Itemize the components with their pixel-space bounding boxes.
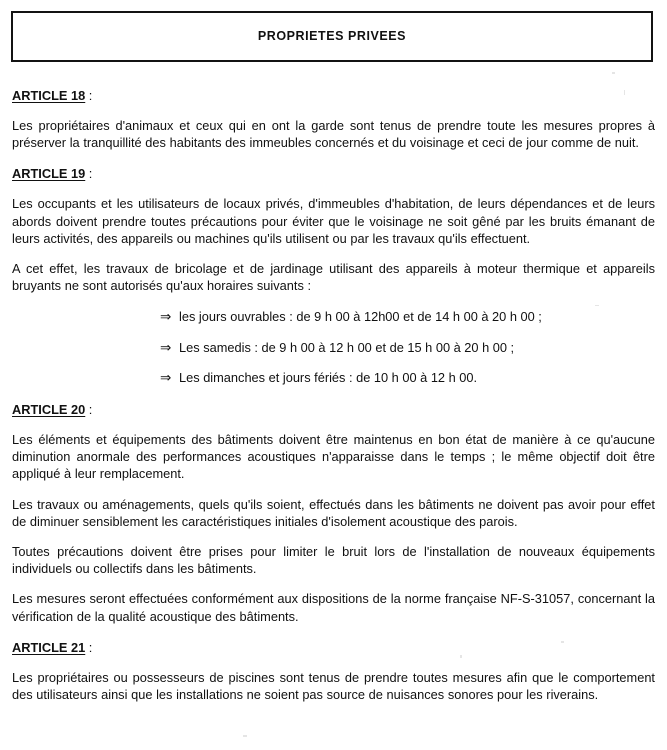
scan-speckle (460, 655, 462, 658)
article-18-paragraph-1: Les propriétaires d'animaux et ceux qui en ont la garde sont tenus de prendre toute les mesures propres à préserver la tranquillité des habitants des immeubles concernés et du voisinage et ceci de jour comme de nuit. (12, 118, 655, 151)
spacer (12, 247, 655, 260)
page-title: PROPRIETES PRIVEES (257, 29, 407, 44)
spacer (12, 182, 655, 195)
article-heading-20-label: ARTICLE 20 (12, 402, 86, 418)
scan-speckle (561, 641, 564, 643)
spacer (12, 104, 655, 117)
schedule-list (12, 308, 655, 386)
article-heading-19-label: ARTICLE 19 (12, 166, 86, 182)
article-20-paragraph-3: Toutes précautions doivent être prises pour limiter le bruit lors de l'installation de nouveaux équipements individuels ou collectifs dans les bâtiments. (12, 544, 655, 577)
spacer (12, 418, 655, 431)
article-heading-18-colon: : (85, 88, 93, 103)
spacer (12, 356, 655, 369)
list-item (160, 339, 655, 356)
article-20-paragraph-4: Les mesures seront effectuées conformément aux dispositions de la norme française NF-S-31057, concernant la vérification de la qualité acoustique des bâtiments. (12, 591, 655, 624)
article-heading-21-label: ARTICLE 21 (12, 639, 86, 655)
article-heading-18-label: ARTICLE 18 (12, 88, 86, 103)
list-item (160, 308, 655, 325)
article-heading-18 (12, 88, 655, 104)
document-body (12, 88, 655, 703)
article-19-paragraph-1: Les occupants et les utilisateurs de locaux privés, d'immeubles d'habitation, de leurs dépendances et de leurs abords doivent prendre toutes précautions pour éviter que le voisinage ne soit gêné par les bruits émanant de leurs activités, des appareils ou machines qu'ils utilisent ou par les travaux qu'ils effectuent. (12, 196, 655, 246)
spacer (12, 483, 655, 496)
spacer (12, 294, 655, 308)
spacer (12, 625, 655, 640)
article-heading-20-colon: : (85, 402, 93, 418)
title-box (11, 11, 653, 62)
article-20-paragraph-1: Les éléments et équipements des bâtiments doivent être maintenus en bon état de manière à ce qu'aucune diminution anormale des performances acoustiques n'apparaisse dans le temps ; le même objectif doit être appliqué à leur remplacement. (12, 432, 655, 482)
article-heading-20 (12, 402, 655, 418)
article-19-paragraph-2: A cet effet, les travaux de bricolage et de jardinage utilisant des appareils à moteur thermique et appareils bruyants ne sont autorisés qu'aux horaires suivants : (12, 261, 655, 294)
article-heading-21 (12, 640, 655, 656)
scan-speckle (595, 305, 599, 306)
list-item (160, 369, 655, 386)
spacer (12, 577, 655, 590)
scan-speckle (624, 90, 625, 95)
spacer (12, 530, 655, 543)
list-item-label: Les samedis : de 9 h 00 à 12 h 00 et de 15 h 00 à 20 h 00 ; (179, 339, 515, 355)
article-heading-21-colon: : (85, 639, 93, 655)
scan-speckle (243, 735, 247, 737)
article-21-paragraph-1: Les propriétaires ou possesseurs de piscines sont tenus de prendre toutes mesures afin que le comportement des utilisateurs ainsi que les installations ne soient pas source de nuisances sonores pour les riverains. (12, 669, 655, 703)
double-arrow-icon: ⇒ (160, 339, 172, 355)
spacer (12, 151, 655, 166)
double-arrow-icon: ⇒ (160, 369, 172, 385)
list-item-label: les jours ouvrables : de 9 h 00 à 12h00 et de 14 h 00 à 20 h 00 ; (179, 309, 542, 325)
article-heading-19-colon: : (85, 166, 93, 182)
article-20-paragraph-2: Les travaux ou aménagements, quels qu'ils soient, effectués dans les bâtiments ne doivent pas avoir pour effet de diminuer sensiblement les caractéristiques initiales d'isolement acoustique des parois. (12, 496, 655, 529)
double-arrow-icon: ⇒ (160, 309, 172, 325)
list-item-label: Les dimanches et jours fériés : de 10 h 00 à 12 h 00. (179, 369, 478, 385)
scan-speckle (612, 72, 615, 74)
spacer (12, 326, 655, 339)
article-heading-19 (12, 166, 655, 182)
spacer (12, 656, 655, 669)
spacer (12, 386, 655, 402)
